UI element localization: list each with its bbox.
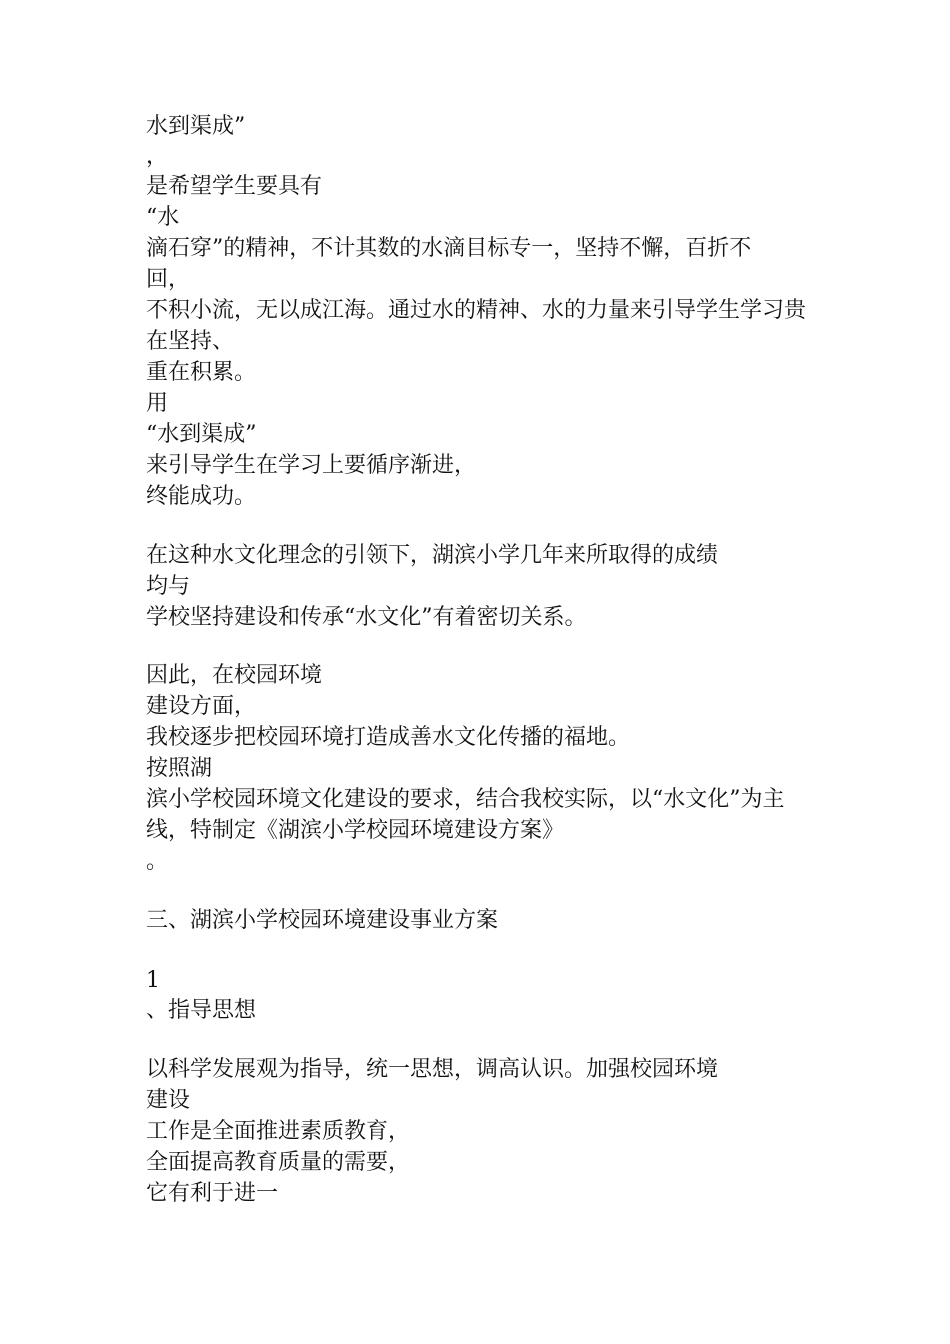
text-line: 学校坚持建设和传承“水文化”有着密切关系。 (146, 605, 587, 630)
text-line: 终能成功。 (146, 484, 257, 509)
text-line: ， (146, 144, 169, 169)
section-heading: 三、湖滨小学校园环境建设事业方案 (146, 908, 499, 933)
text-line: 工作是全面推进素质教育， (146, 1119, 411, 1144)
subsection-heading: 、指导思想 (146, 998, 257, 1023)
text-line: 回， (146, 267, 191, 292)
text-line: 用 (146, 391, 169, 416)
text-line: 按照湖 (146, 756, 213, 781)
text-line: 不积小流，无以成江海。通过水的精神、水的力量来引导学生学习贵 (146, 298, 807, 323)
text-line: 我校逐步把校园环境打造成善水文化传播的福地。 (146, 725, 631, 750)
text-line: “水 (146, 205, 180, 230)
text-line: 在这种水文化理念的引领下，湖滨小学几年来所取得的成绩 (146, 543, 719, 568)
text-line: 均与 (146, 574, 191, 599)
subsection-number: 1 (146, 968, 160, 993)
text-line: 建设 (146, 1088, 191, 1113)
text-line: 全面提高教育质量的需要， (146, 1150, 411, 1175)
text-line: 水到渠成” (146, 114, 246, 139)
text-line: 滨小学校园环境文化建设的要求，结合我校实际，以“水文化”为主 (146, 787, 785, 812)
text-line: 它有利于进一 (146, 1181, 279, 1206)
text-line: 因此，在校园环境 (146, 663, 323, 688)
text-line: 。 (146, 849, 169, 874)
text-line: 线，特制定《湖滨小学校园环境建设方案》 (146, 818, 565, 843)
text-line: 是希望学生要具有 (146, 174, 323, 199)
text-line: 重在积累。 (146, 360, 257, 385)
text-line: 建设方面， (146, 694, 257, 719)
text-line: “水到渠成” (146, 422, 257, 447)
text-line: 在坚持、 (146, 329, 235, 354)
text-line: 来引导学生在学习上要循序渐进， (146, 453, 477, 478)
text-line: 以科学发展观为指导，统一思想，调高认识。加强校园环境 (146, 1057, 719, 1082)
text-line: 滴石穿”的精神，不计其数的水滴目标专一，坚持不懈，百折不 (146, 236, 752, 261)
